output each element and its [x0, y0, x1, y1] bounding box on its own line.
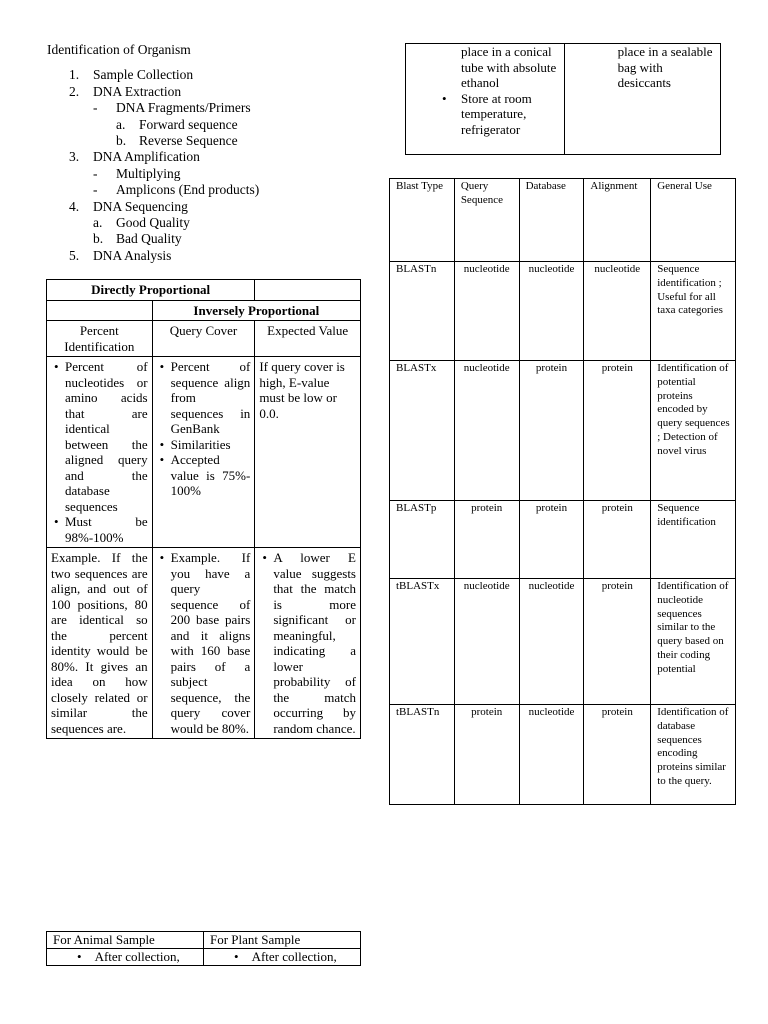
outline-item — [47, 231, 377, 247]
outline-item — [47, 133, 377, 149]
outline-marker: 2. — [69, 83, 80, 99]
outline-text: DNA Amplification — [93, 149, 200, 165]
outline-marker: - — [93, 165, 98, 181]
inversely-proportional-header: Inversely Proportional — [152, 300, 360, 321]
bullet-item: • Percent of sequence align from sequences in GenBank — [171, 359, 251, 437]
outline-item — [47, 84, 377, 100]
empty-cell — [47, 300, 153, 321]
database-header: Database — [519, 179, 584, 262]
query-sequence-cell: protein — [454, 501, 519, 579]
blast-type-cell: tBLASTn — [390, 705, 455, 805]
query-cover-cell — [152, 357, 255, 548]
empty-cell — [255, 280, 361, 301]
animal-sample-header: For Animal Sample — [47, 932, 204, 949]
outline-item — [47, 67, 377, 83]
sample-table — [46, 931, 361, 966]
alignment-cell: protein — [584, 361, 651, 501]
expected-value-cell: If query cover is high, E-value must be low or 0.0. — [255, 357, 361, 548]
outline-marker: - — [93, 182, 98, 198]
alignment-cell: protein — [584, 705, 651, 805]
percent-identification-example: Example. If the two sequences are align, and out of 100 positions, 80 are identical so the percent identity would be 80%. It gives an idea on how closely related or similar the sequences are. — [47, 548, 153, 739]
outline-list — [47, 67, 377, 264]
blast-type-cell: tBLASTx — [390, 579, 455, 705]
outline-text: DNA Sequencing — [93, 198, 188, 214]
bullet-item: • Accepted value is 75%- 100% — [171, 452, 251, 499]
bullet-item: • Similarities — [171, 437, 251, 453]
storage-table — [405, 43, 721, 155]
blast-row — [390, 361, 736, 501]
general-use-header: General Use — [651, 179, 736, 262]
outline-marker: b. — [93, 231, 104, 247]
database-cell: nucleotide — [519, 262, 584, 361]
bullet-item: • Percent of nucleotides or amino acids that are identical between the aligned query and the database sequences — [65, 359, 148, 514]
bullet-item: • Example. If you have a query sequence of 200 base pairs and it aligns with 160 base pairs of a subject sequence, the query cover would be 80%. — [171, 550, 251, 736]
outline-text: Good Quality — [116, 214, 190, 230]
outline-text: DNA Extraction — [93, 83, 182, 99]
alignment-cell: nucleotide — [584, 262, 651, 361]
outline-marker: 5. — [69, 247, 80, 263]
directly-proportional-header: Directly Proportional — [47, 280, 255, 301]
outline-item — [47, 215, 377, 231]
general-use-cell: Identification of database sequences encoding proteins similar to the query. — [651, 705, 736, 805]
general-use-cell: Sequence identification ; Useful for all taxa categories — [651, 262, 736, 361]
outline-text: Forward sequence — [139, 116, 238, 132]
outline-marker: 4. — [69, 198, 80, 214]
plant-sample-cell: • After collection, — [204, 949, 361, 966]
outline-marker: a. — [93, 214, 103, 230]
outline-text: Reverse Sequence — [139, 132, 238, 148]
query-cover-header: Query Cover — [152, 321, 255, 357]
blast-body — [390, 262, 736, 805]
blast-header-row — [390, 179, 736, 262]
query-sequence-header: Query Sequence — [454, 179, 519, 262]
outline-item — [47, 166, 377, 182]
bullet-item: After collection, — [94, 949, 180, 964]
alignment-cell: protein — [584, 579, 651, 705]
animal-sample-cell: • After collection, — [47, 949, 204, 966]
outline-text: Multiplying — [116, 165, 181, 181]
outline-marker: 1. — [69, 67, 80, 83]
outline-text: Amplicons (End products) — [116, 182, 260, 198]
outline-text: Sample Collection — [93, 67, 194, 83]
database-cell: nucleotide — [519, 579, 584, 705]
query-sequence-cell: nucleotide — [454, 361, 519, 501]
bullet-item: • A lower E value suggests that the match is more significant or meaningful, indicating a lower probability of the match occurring by random chance. — [273, 550, 356, 736]
outline-item — [47, 199, 377, 215]
blast-type-header: Blast Type — [390, 179, 455, 262]
database-cell: protein — [519, 361, 584, 501]
outline-text: Bad Quality — [116, 231, 182, 247]
alignment-header: Alignment — [584, 179, 651, 262]
blast-type-cell: BLASTx — [390, 361, 455, 501]
outline-item — [47, 100, 377, 116]
percent-identification-header: Percent Identification — [47, 321, 153, 357]
percent-identification-cell — [47, 357, 153, 548]
plant-sample-header: For Plant Sample — [204, 932, 361, 949]
general-use-cell: Sequence identification — [651, 501, 736, 579]
animal-storage-text: place in a conical tube with absolute ethanol — [461, 44, 557, 90]
alignment-cell: protein — [584, 501, 651, 579]
outline-title: Identification of Organism — [47, 42, 191, 57]
plant-storage-cell: place in a sealable bag with desiccants — [564, 44, 720, 155]
query-sequence-cell: protein — [454, 705, 519, 805]
general-use-cell: Identification of potential proteins encoded by query sequences ; Detection of novel virus — [651, 361, 736, 501]
database-cell: protein — [519, 501, 584, 579]
bullet-item: • Must be 98%-100% — [65, 514, 148, 545]
query-sequence-cell: nucleotide — [454, 262, 519, 361]
outline-marker: b. — [116, 132, 127, 148]
outline-item — [47, 117, 377, 133]
query-cover-example-cell — [152, 548, 255, 739]
blast-row — [390, 501, 736, 579]
outline-item — [47, 149, 377, 165]
outline-marker: - — [93, 100, 98, 116]
blast-row — [390, 579, 736, 705]
general-use-cell: Identification of nucleotide sequences similar to the query based on their coding potential — [651, 579, 736, 705]
bullet-item: • Store at room temperature, refrigerator — [461, 91, 560, 138]
expected-value-header: Expected Value — [255, 321, 361, 357]
blast-table — [389, 178, 736, 805]
database-cell: nucleotide — [519, 705, 584, 805]
outline-item — [47, 182, 377, 198]
blast-type-cell: BLASTn — [390, 262, 455, 361]
outline-marker: 3. — [69, 149, 80, 165]
query-sequence-cell: nucleotide — [454, 579, 519, 705]
blast-row — [390, 262, 736, 361]
outline-marker: a. — [116, 116, 126, 132]
blast-row — [390, 705, 736, 805]
outline-text: DNA Analysis — [93, 247, 172, 263]
outline-section — [47, 42, 377, 264]
outline-text: DNA Fragments/Primers — [116, 100, 251, 116]
bullet-item: After collection, — [251, 949, 337, 964]
animal-storage-cell — [406, 44, 565, 155]
expected-value-example-cell — [255, 548, 361, 739]
proportion-table — [46, 279, 361, 739]
outline-item — [47, 248, 377, 264]
blast-type-cell: BLASTp — [390, 501, 455, 579]
